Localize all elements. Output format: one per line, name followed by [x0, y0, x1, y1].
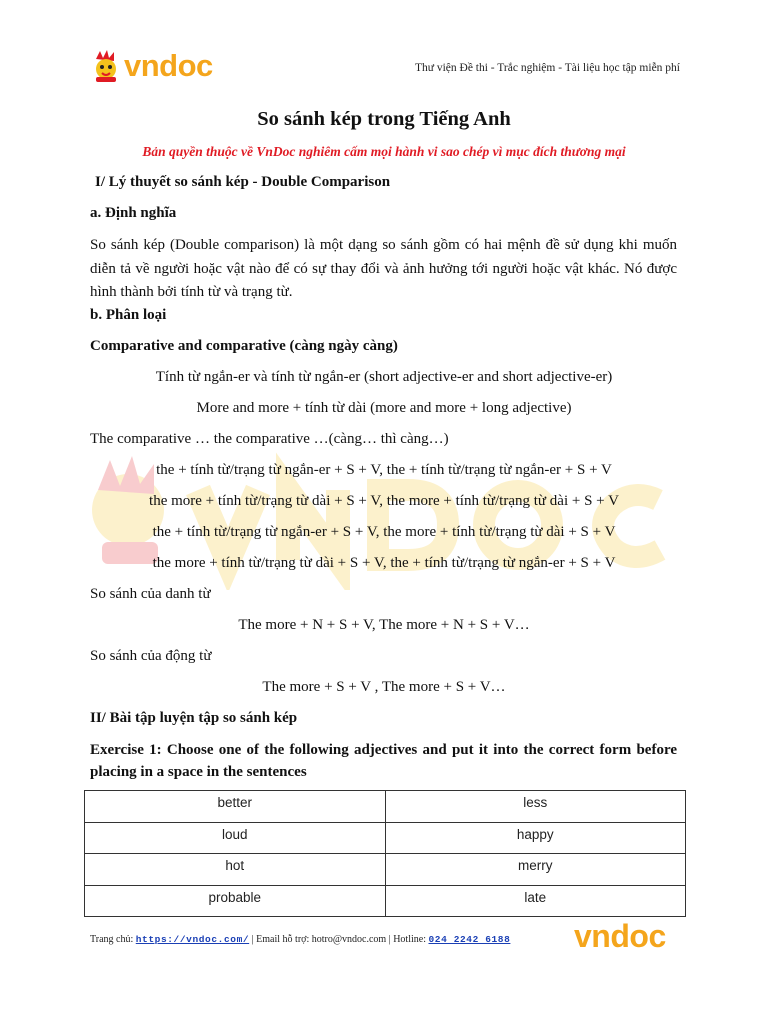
table-row [85, 885, 686, 917]
logo-text: vndoc [124, 48, 213, 83]
footer-email-label: | Email hỗ trợ: hotro@vndoc.com | Hotline: [249, 934, 429, 945]
table-cell: late [385, 885, 686, 917]
adjective-table [84, 790, 686, 917]
footer-home-link[interactable]: https://vndoc.com/ [135, 934, 250, 945]
copyright-notice: Bản quyền thuộc về VnDoc nghiêm cấm mọi hành vi sao chép vì mục đích thương mại [142, 144, 626, 159]
definition-heading: a. Định nghĩa [90, 205, 177, 221]
comparative-heading: Comparative and comparative (càng ngày càng) [90, 338, 398, 354]
page-title: So sánh kép trong Tiếng Anh [257, 108, 511, 130]
verb-formula: The more + S + V , The more + S + V… [262, 679, 506, 695]
table-cell: loud [85, 822, 386, 854]
exercise1-instructions: Exercise 1: Choose one of the following adjectives and put it into the correct form before placing in a space in the sentences [90, 742, 677, 780]
table-row [85, 854, 686, 886]
verb-heading: So sánh của động từ [90, 648, 212, 664]
formula-line: the more + tính từ/trạng từ dài + S + V, the more + tính từ/trạng từ dài + S + V [149, 493, 619, 509]
footer-hotline-link[interactable]: 024 2242 6188 [428, 934, 511, 945]
formula-line: the + tính từ/trạng từ ngắn-er + S + V, the + tính từ/trạng từ ngắn-er + S + V [156, 462, 612, 478]
table-cell: hot [85, 854, 386, 886]
header-tagline: Thư viện Đề thi - Trắc nghiệm - Tài liệu học tập miễn phí [414, 62, 680, 74]
definition-paragraph: So sánh kép (Double comparison) là một dạng so sánh gồm có hai mệnh đề sử dụng khi muốn diễn tả về người hoặc vật nào để có sự thay đổi và ảnh hưởng tới người hoặc vật khác. Nó được hình thành bởi tính từ và trạng từ. [90, 237, 677, 300]
table-cell: probable [85, 885, 386, 917]
page-header [90, 46, 680, 86]
mascot-icon [90, 49, 122, 83]
formula-line: the + tính từ/trạng từ ngắn-er + S + V, the more + tính từ/trạng từ dài + S + V [152, 524, 616, 540]
footer-home-label: Trang chủ: [90, 934, 136, 945]
table-cell: happy [385, 822, 686, 854]
page-footer [90, 934, 510, 945]
table-cell: better [85, 791, 386, 823]
table-cell: merry [385, 854, 686, 886]
comparative-line-1: Tính từ ngắn-er và tính từ ngắn-er (short adjective-er and short adjective-er) [155, 369, 613, 385]
the-comparative-heading: The comparative … the comparative …(càng… thì càng…) [90, 431, 449, 447]
formula-line: the more + tính từ/trạng từ dài + S + V, the + tính từ/trạng từ ngắn-er + S + V [152, 555, 616, 571]
section1-heading: I/ Lý thuyết so sánh kép - Double Comparison [95, 174, 391, 190]
noun-formula: The more + N + S + V, The more + N + S + V… [238, 617, 530, 633]
vndoc-logo[interactable] [90, 46, 213, 86]
noun-heading: So sánh của danh từ [90, 586, 211, 602]
table-row [85, 791, 686, 823]
comparative-line-2: More and more + tính từ dài (more and more + long adjective) [196, 400, 572, 416]
table-cell: less [385, 791, 686, 823]
classification-heading: b. Phân loại [90, 307, 167, 323]
section2-heading: II/ Bài tập luyện tập so sánh kép [90, 710, 298, 726]
table-row [85, 822, 686, 854]
footer-logo[interactable]: vndoc [574, 918, 666, 954]
